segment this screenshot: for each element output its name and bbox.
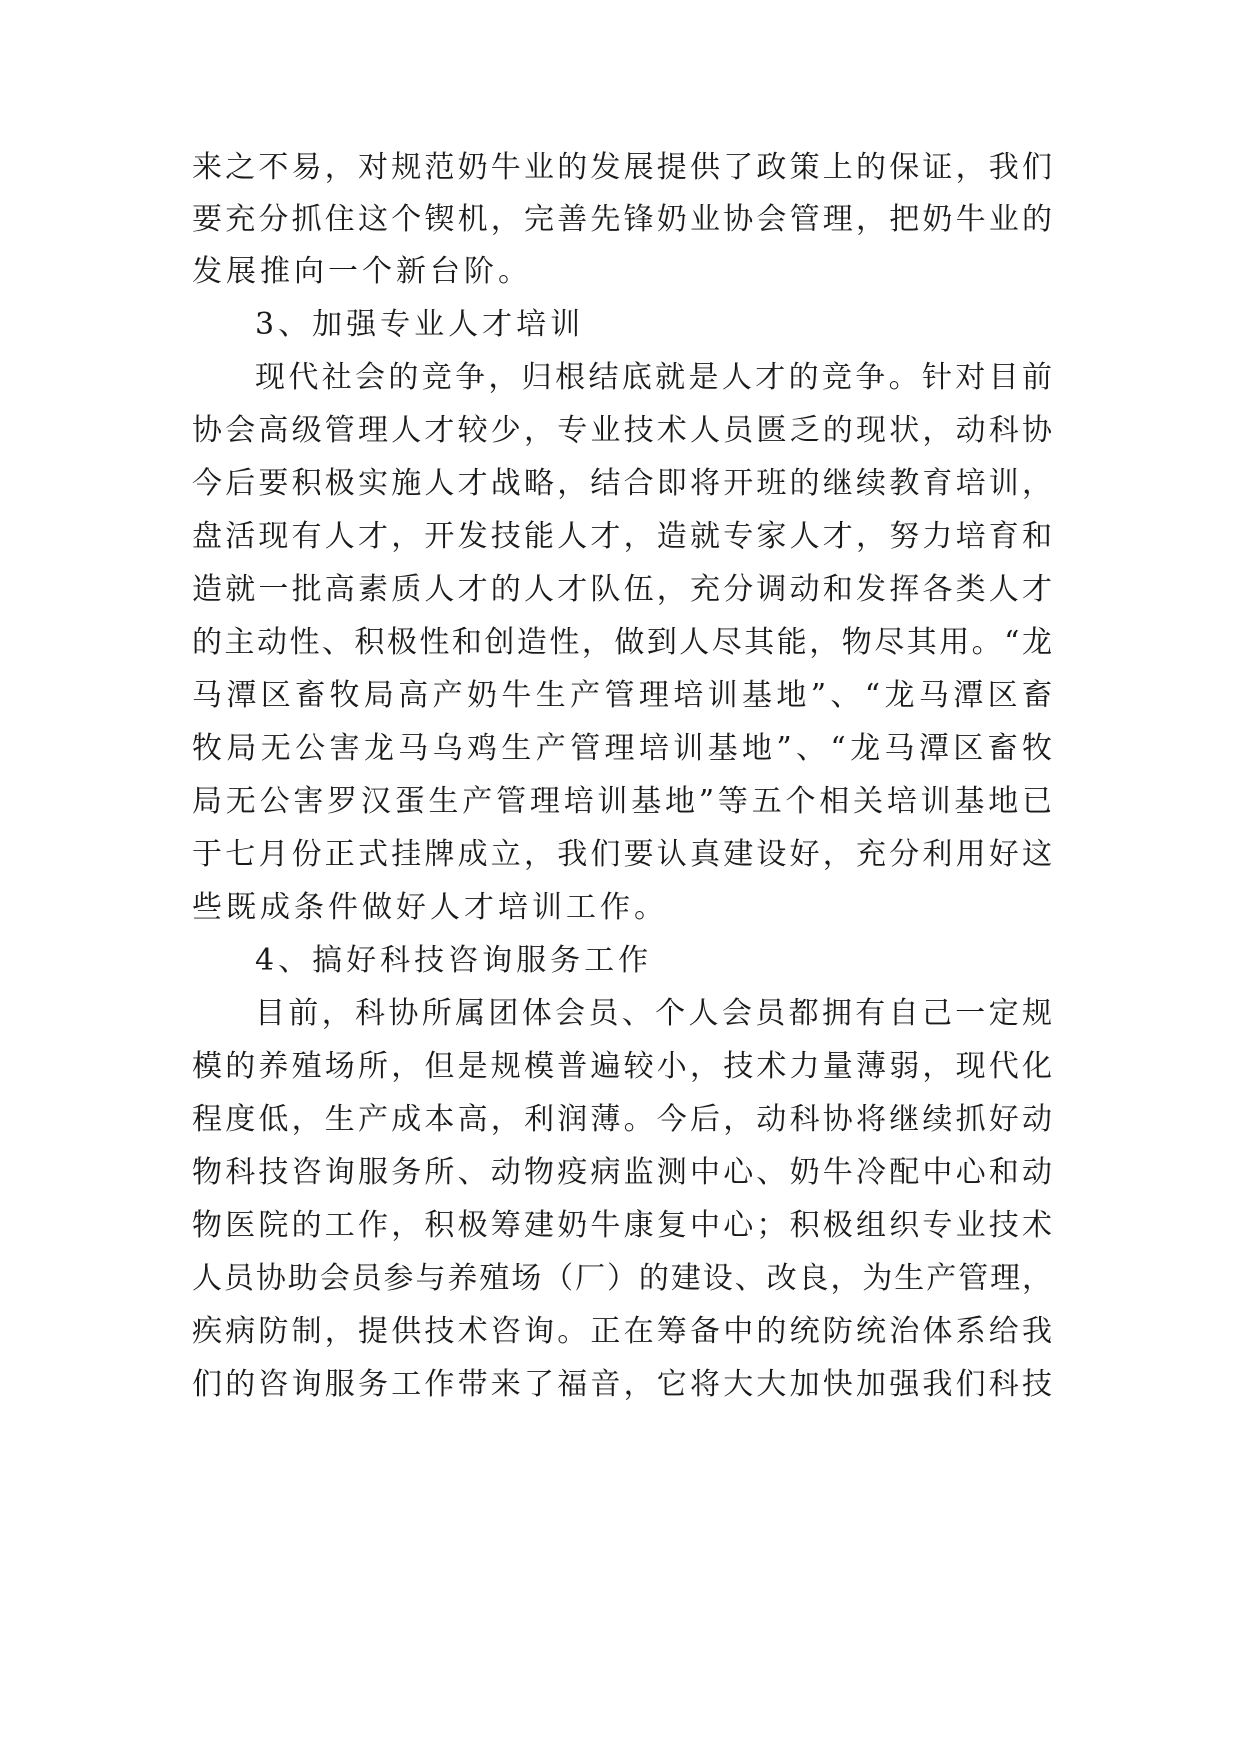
text-line: 物医院的工作，积极筹建奶牛康复中心；积极组织专业技术 xyxy=(192,1208,1052,1243)
text-line: 目前，科协所属团体会员、个人会员都拥有自己一定规 xyxy=(255,996,1052,1031)
text-line: 物科技咨询服务所、动物疫病监测中心、奶牛冷配中心和动 xyxy=(192,1155,1052,1190)
text-line: 人员协助会员参与养殖场（厂）的建设、改良，为生产管理， xyxy=(192,1261,1052,1296)
text-line: 来之不易，对规范奶牛业的发展提供了政策上的保证，我们 xyxy=(192,150,1052,185)
text-line: 们的咨询服务工作带来了福音，它将大大加快加强我们科技 xyxy=(192,1367,1052,1402)
text-line: 盘活现有人才，开发技能人才，造就专家人才，努力培育和 xyxy=(192,519,1052,554)
text-line: 牧局无公害龙马乌鸡生产管理培训基地”、“龙马潭区畜牧 xyxy=(192,731,1052,766)
text-line: 于七月份正式挂牌成立，我们要认真建设好，充分利用好这 xyxy=(192,837,1052,872)
text-line: 局无公害罗汉蛋生产管理培训基地”等五个相关培训基地已 xyxy=(192,784,1052,819)
text-line: 程度低，生产成本高，利润薄。今后，动科协将继续抓好动 xyxy=(192,1102,1052,1137)
text-line: 要充分抓住这个锲机，完善先锋奶业协会管理，把奶牛业的 xyxy=(192,202,1052,237)
text-line: 现代社会的竞争，归根结底就是人才的竞争。针对目前 xyxy=(255,360,1052,395)
text-line: 的主动性、积极性和创造性，做到人尽其能，物尽其用。“龙 xyxy=(192,625,1052,660)
section-heading: 3、加强专业人才培训 xyxy=(255,307,585,342)
section-heading: 4、搞好科技咨询服务工作 xyxy=(255,943,653,978)
text-line: 发展推向一个新台阶。 xyxy=(192,254,532,289)
text-line: 造就一批高素质人才的人才队伍，充分调动和发挥各类人才 xyxy=(192,572,1052,607)
text-line: 些既成条件做好人才培训工作。 xyxy=(192,890,668,925)
text-line: 模的养殖场所，但是规模普遍较小，技术力量薄弱，现代化 xyxy=(192,1049,1052,1084)
text-line: 疾病防制，提供技术咨询。正在筹备中的统防统治体系给我 xyxy=(192,1314,1052,1349)
text-line: 协会高级管理人才较少，专业技术人员匮乏的现状，动科协 xyxy=(192,413,1052,448)
text-line: 马潭区畜牧局高产奶牛生产管理培训基地”、“龙马潭区畜 xyxy=(192,678,1052,713)
text-line: 今后要积极实施人才战略，结合即将开班的继续教育培训， xyxy=(192,466,1052,501)
